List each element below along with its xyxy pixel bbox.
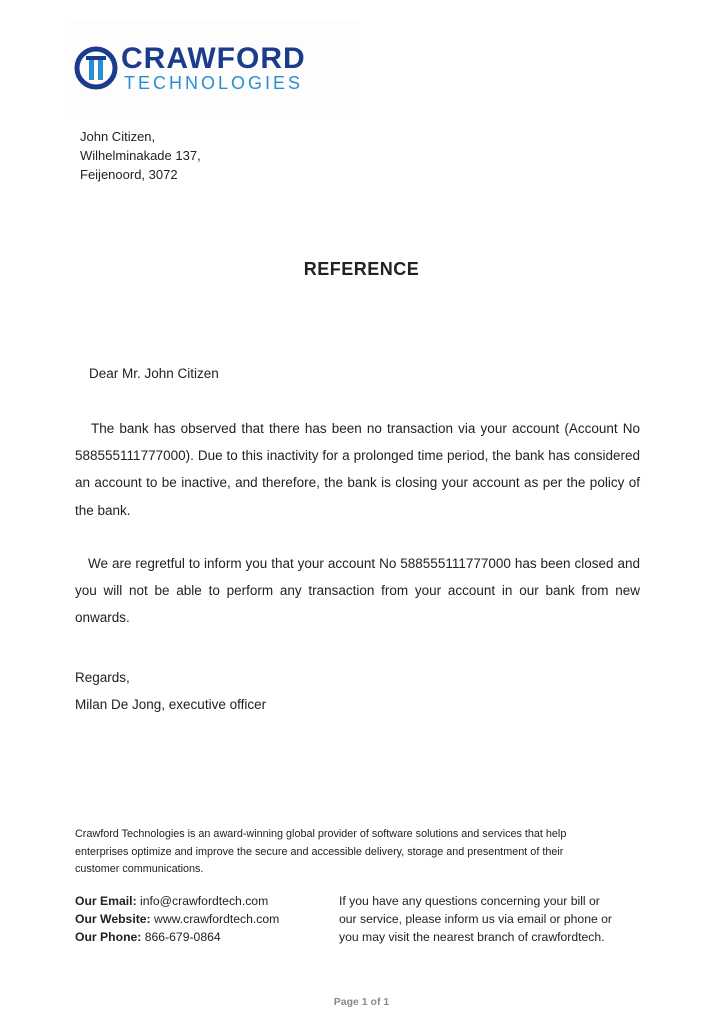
contact-email [75, 892, 279, 910]
crawford-logo-mark [74, 46, 118, 90]
contact-block [75, 892, 279, 946]
recipient-address [80, 127, 201, 184]
note-line-1: If you have any questions concerning your bill or [339, 894, 600, 908]
page-number: Page 1 of 1 [333, 996, 390, 1008]
document-title: REFERENCE [303, 259, 420, 279]
website-label: Our Website: [75, 912, 151, 926]
note-line-3: you may visit the nearest branch of crawfordtech. [339, 930, 605, 944]
contact-website [75, 910, 279, 928]
email-value[interactable]: info@crawfordtech.com [140, 894, 269, 908]
company-about: Crawford Technologies is an award-winning global provider of software solutions and services that help enterprises optimize and improve the secure and accessible delivery, storage and presentment of their customer communications. [75, 828, 567, 876]
email-label: Our Email: [75, 894, 137, 908]
phone-label: Our Phone: [75, 930, 142, 944]
logo-name-top: CRAWFORD [121, 42, 306, 75]
signature: Milan De Jong, executive officer [75, 697, 267, 713]
recipient-street: Wilhelminakade 137, [80, 148, 201, 163]
billing-note [339, 892, 639, 946]
recipient-name: John Citizen, [80, 129, 156, 144]
body-paragraph-2: We are regretful to inform you that your account No 588555111777000 has been closed and you will not be able to perform any transaction from your account in our bank from new onwards. [75, 556, 640, 626]
closing [75, 664, 266, 719]
closing-regards: Regards, [75, 670, 130, 685]
company-logo [66, 20, 360, 118]
salutation: Dear Mr. John Citizen [89, 366, 219, 381]
contact-phone [75, 928, 279, 946]
body-paragraph-1: The bank has observed that there has been no transaction via your account (Account No 588555111777000). Due to this inactivity for a prolonged time period, the bank has considered an account to be inactive, and therefore, the bank is closing your account as per the policy of the bank. [75, 421, 640, 518]
logo-name-bottom: TECHNOLOGIES [124, 73, 304, 93]
website-value[interactable]: www.crawfordtech.com [154, 912, 280, 926]
recipient-city: Feijenoord, 3072 [80, 167, 178, 182]
note-line-2: our service, please inform us via email or phone or [339, 912, 612, 926]
phone-value: 866-679-0864 [144, 930, 221, 944]
